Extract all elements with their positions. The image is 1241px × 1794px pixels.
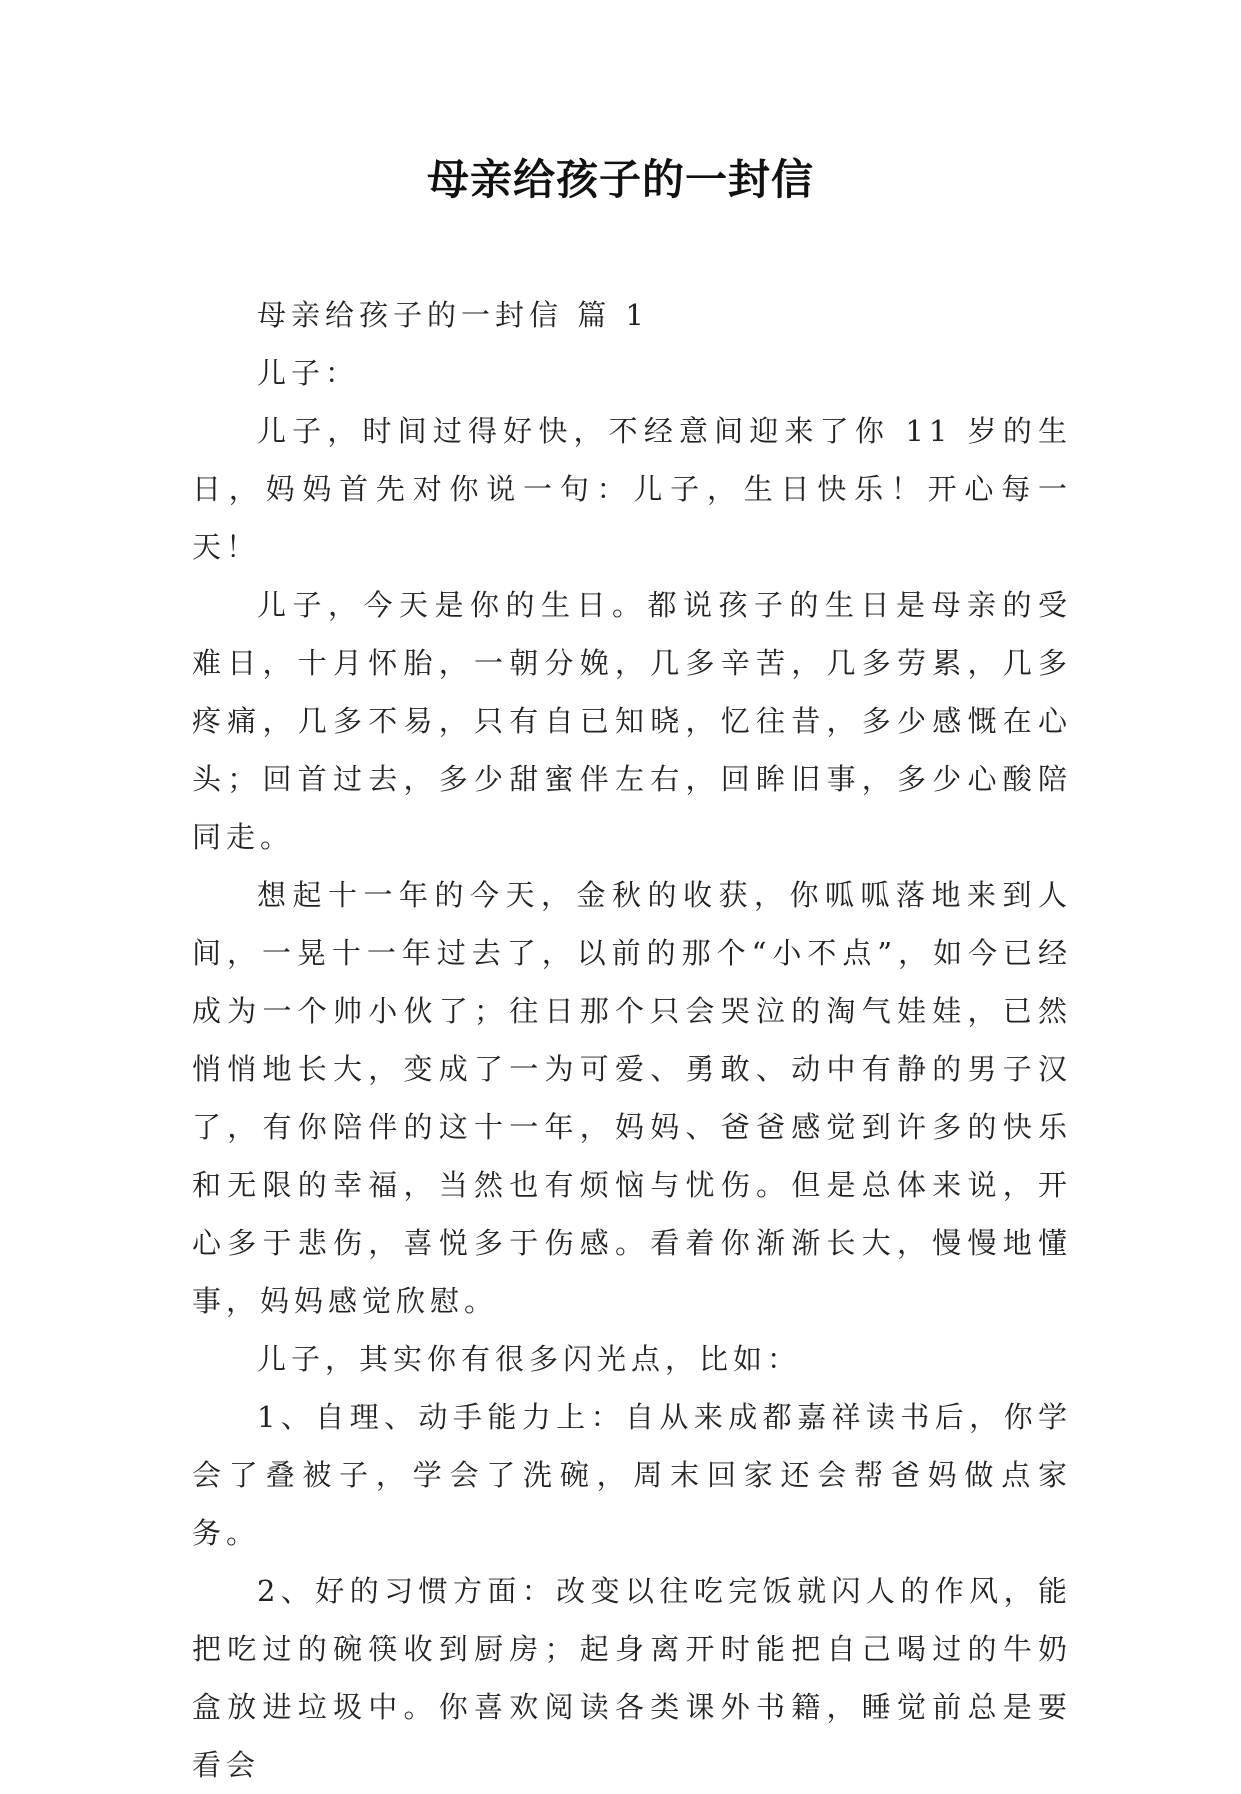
paragraph: 儿子，其实你有很多闪光点，比如：	[257, 1342, 802, 1376]
list-item-paragraph: 1、自理、动手能力上：自从来成都嘉祥读书后，你学会了叠被子，学会了洗碗，周末回家还会帮爸妈做点家务。	[192, 1400, 1072, 1550]
document-title: 母亲给孩子的一封信	[426, 155, 814, 204]
paragraph: 儿子，时间过得好快，不经意间迎来了你 11 岁的生日，妈妈首先对你说一句：儿子，生日快乐！开心每一天！	[192, 414, 1072, 564]
list-item-paragraph: 2、好的习惯方面：改变以往吃完饭就闪人的作风，能把吃过的碗筷收到厨房；起身离开时能把自己喝过的牛奶盒放进垃圾中。你喜欢阅读各类课外书籍，睡觉前总是要看会	[192, 1574, 1072, 1782]
section-heading: 母亲给孩子的一封信 篇 1	[257, 298, 649, 332]
paragraph: 儿子，今天是你的生日。都说孩子的生日是母亲的受难日，十月怀胎，一朝分娩，几多辛苦，几多劳累，几多疼痛，几多不易，只有自已知晓，忆往昔，多少感慨在心头；回首过去，多少甜蜜伴左右，回眸旧事，多少心酸陪同走。	[192, 588, 1072, 854]
paragraph: 想起十一年的今天，金秋的收获，你呱呱落地来到人间，一晃十一年过去了，以前的那个“小不点”，如今已经成为一个帅小伙了；往日那个只会哭泣的淘气娃娃，已然悄悄地长大，变成了一为可爱、勇敢、动中有静的男子汉了，有你陪伴的这十一年，妈妈、爸爸感觉到许多的快乐和无限的幸福，当然也有烦恼与忧伤。但是总体来说，开心多于悲伤，喜悦多于伤感。看着你渐渐长大，慢慢地懂事，妈妈感觉欣慰。	[192, 878, 1072, 1318]
document-body	[192, 286, 1072, 1794]
salutation: 儿子：	[257, 356, 360, 390]
